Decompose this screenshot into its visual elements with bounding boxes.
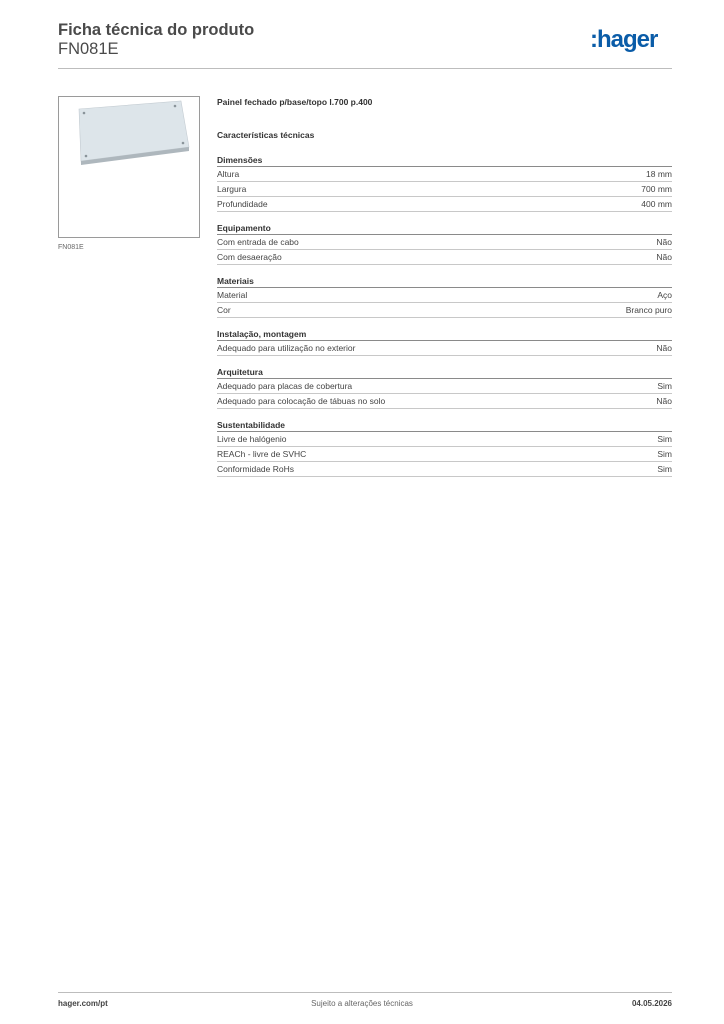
product-code: FN081E bbox=[58, 40, 119, 58]
hager-logo bbox=[590, 26, 672, 54]
spec-label: Com entrada de cabo bbox=[217, 237, 299, 247]
section-title: Arquitetura bbox=[217, 367, 263, 377]
spec-label: Adequado para utilização no exterior bbox=[217, 343, 356, 353]
footer-divider bbox=[58, 992, 672, 993]
section-dimensoes bbox=[217, 154, 672, 212]
spec-label: Adequado para placas de cobertura bbox=[217, 381, 353, 391]
spec-value: Aço bbox=[657, 290, 672, 300]
spec-value: Não bbox=[656, 343, 672, 353]
page-title: Ficha técnica do produto bbox=[58, 21, 255, 39]
panel-illustration bbox=[59, 97, 199, 237]
spec-label: Adequado para colocação de tábuas no solo bbox=[217, 396, 386, 406]
spec-row bbox=[217, 302, 672, 318]
section-title: Equipamento bbox=[217, 223, 271, 233]
spec-label: Livre de halógenio bbox=[217, 434, 287, 444]
hager-logo-text: :hager bbox=[590, 26, 658, 53]
section-instalacao bbox=[217, 328, 672, 356]
spec-value: Não bbox=[656, 396, 672, 406]
spec-row bbox=[217, 461, 672, 477]
spec-row bbox=[217, 446, 672, 461]
spec-row bbox=[217, 431, 672, 446]
page-header bbox=[58, 20, 672, 68]
spec-value: Sim bbox=[657, 434, 672, 444]
tech-characteristics-heading: Características técnicas bbox=[217, 130, 315, 140]
product-image bbox=[58, 96, 200, 238]
spec-label: REACh - livre de SVHC bbox=[217, 449, 307, 459]
product-title: Painel fechado p/base/topo l.700 p.400 bbox=[217, 97, 373, 107]
spec-value: 18 mm bbox=[646, 169, 672, 179]
spec-content bbox=[217, 96, 672, 487]
spec-row bbox=[217, 234, 672, 249]
spec-value: Sim bbox=[657, 464, 672, 474]
spec-label: Cor bbox=[217, 305, 231, 315]
footer-website[interactable]: hager.com/pt bbox=[58, 999, 108, 1008]
section-materiais bbox=[217, 275, 672, 318]
spec-value: Não bbox=[656, 252, 672, 262]
spec-label: Material bbox=[217, 290, 248, 300]
footer-disclaimer: Sujeito a alterações técnicas bbox=[311, 999, 413, 1008]
spec-label: Altura bbox=[217, 169, 240, 179]
spec-value: Não bbox=[656, 237, 672, 247]
spec-value: 400 mm bbox=[641, 199, 672, 209]
section-title: Dimensões bbox=[217, 155, 263, 165]
section-title: Sustentabilidade bbox=[217, 420, 286, 430]
section-sustentabilidade bbox=[217, 419, 672, 477]
section-title: Materiais bbox=[217, 276, 254, 286]
section-equipamento bbox=[217, 222, 672, 265]
spec-label: Profundidade bbox=[217, 199, 268, 209]
spec-row bbox=[217, 166, 672, 181]
spec-value: Sim bbox=[657, 449, 672, 459]
spec-value: 700 mm bbox=[641, 184, 672, 194]
section-title: Instalação, montagem bbox=[217, 329, 307, 339]
spec-row bbox=[217, 181, 672, 196]
spec-row bbox=[217, 249, 672, 265]
spec-row bbox=[217, 378, 672, 393]
image-caption: FN081E bbox=[58, 244, 84, 251]
section-arquitetura bbox=[217, 366, 672, 409]
spec-row bbox=[217, 340, 672, 356]
spec-row bbox=[217, 393, 672, 409]
footer-date: 04.05.2026 bbox=[631, 999, 672, 1008]
spec-label: Com desaeração bbox=[217, 252, 282, 262]
header-divider bbox=[58, 68, 672, 69]
spec-row bbox=[217, 287, 672, 302]
spec-row bbox=[217, 196, 672, 212]
spec-label: Conformidade RoHs bbox=[217, 464, 295, 474]
spec-value: Branco puro bbox=[625, 305, 672, 315]
spec-label: Largura bbox=[217, 184, 247, 194]
spec-value: Sim bbox=[657, 381, 672, 391]
